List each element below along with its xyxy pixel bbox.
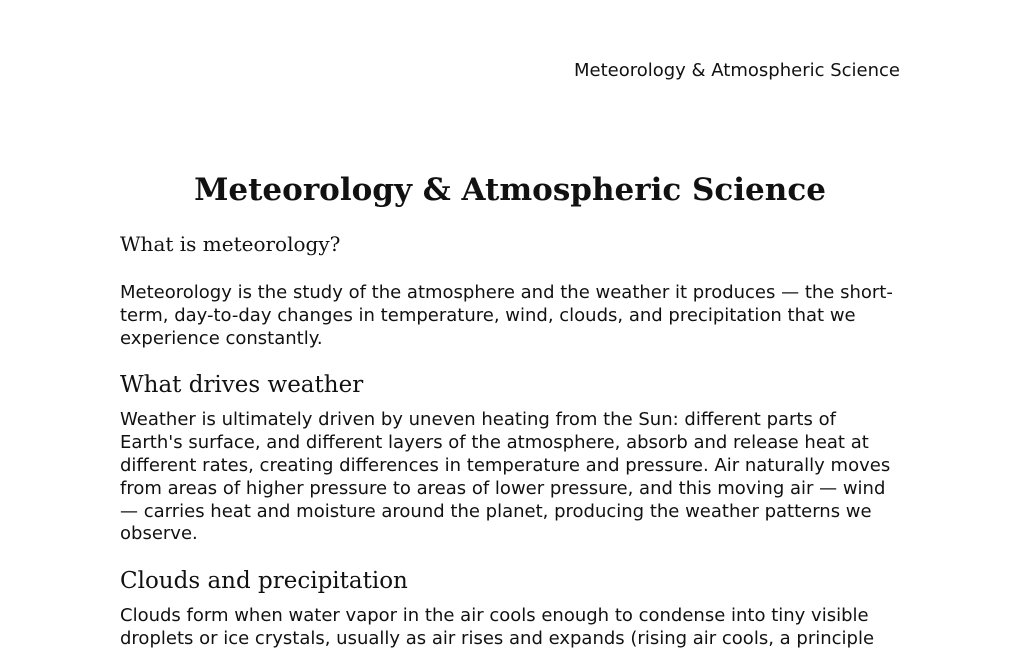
section-paragraph-clouds: Clouds form when water vapor in the air cools enough to condense into tiny visible droplets or ice crystals, usually as air rises and expands (rising air cools, a principle bbox=[120, 605, 875, 649]
running-header: Meteorology & Atmospheric Science bbox=[573, 60, 900, 81]
intro-question: What is meteorology? bbox=[120, 232, 341, 256]
document-title: Meteorology & Atmospheric Science bbox=[194, 172, 826, 208]
intro-paragraph: Meteorology is the study of the atmosphere and the weather it produces — the short-term, day-to-day changes in temperature, wind, clouds, and precipitation that we experience constantly. bbox=[120, 282, 893, 349]
section-heading-weather-drivers: What drives weather bbox=[120, 372, 364, 399]
section-heading-clouds: Clouds and precipitation bbox=[120, 568, 408, 595]
section-paragraph-weather-drivers: Weather is ultimately driven by uneven heating from the Sun: different parts of Earth's surface, and different layers of the atmosphere, absorb and release heat at different rates, creating differences in temperature and pressure. Air naturally moves from areas of higher pressure to areas of lower pressure, and this moving air — wind — carries heat and moisture around the planet, producing the weather patterns we observe. bbox=[120, 409, 891, 545]
document-body bbox=[120, 170, 900, 671]
